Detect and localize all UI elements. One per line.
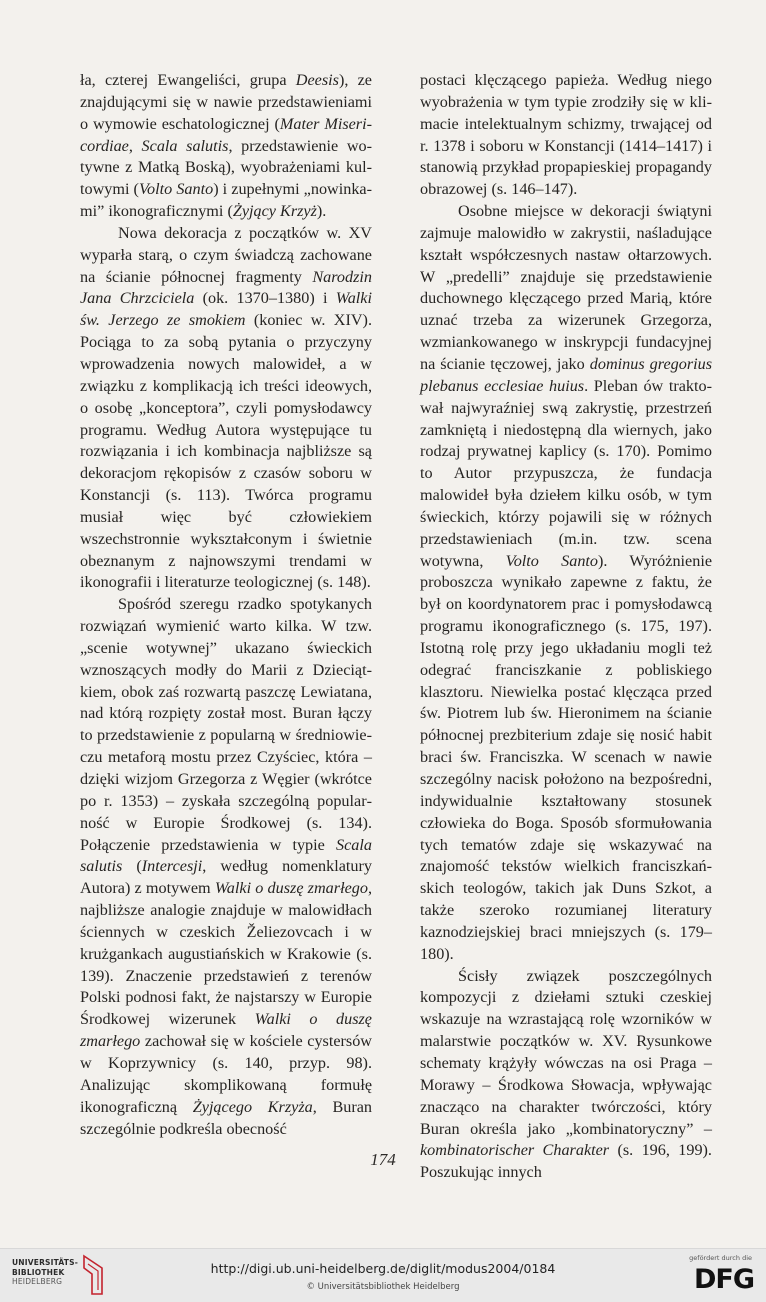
paragraph: Osobne miejsce w dekoracji świątyni zajmuje malowidło w zakrystii, naśladujące kształt współczesnych nastaw ołtarzowych. W „predelli” znajduje się przedstawienie duchownego klęczącego przed Marią, które uznać trzeba za wizerunek Grzegorza, wzmiankowanego w inskrypcji fundacyjnej na ścianie tęczowej, jako dominus gregorius plebanus ecclesiae huius. Pleban ów traktował najwyraźniej swą zakrystię, przestrzeń zamkniętą i niedostępną dla wiernych, jako rodzaj prywatnej kaplicy (s. 170). Pomimo to Autor przypuszcza, że fundacja malowideł była dziełem kilku osób, w tym świeckich, którzy pojawili się w różnych przedstawieniach (m.in. tzw. scena wotywna, Volto Santo). Wyróżnienie proboszcza wynikało zapewne z faktu, że był on koordynatorem prac i pomysłodawcą programu ikonograficznego (s. 175, 197). Istotną rolę przy jego układaniu mogli też odegrać franciszkanie z pobliskiego klasztoru. Niewielka postać klęcząca przed św. Piotrem lub św. Hieronimem na ścianie północnej prezbiterium zdaje się nosić habit braci św. Franciszka. W scenach w nawie szczególny nacisk położono na bezpośredni, indywidualnie kształtowany stosunek człowieka do Boga. Sposób sformułowania tych tematów zdaje się wskazywać na znajomość tekstów wielkich franciszkańskich teologów, takich jak Duns Szkot, a także szeroko rozumianej literatury kaznodziejskiej braci mniejszych (s. 179–180). bbox=[420, 202, 713, 963]
paragraph: Ścisły związek poszczególnych kompozycji z dziełami sztuki czeskiej wskazuje na wzrastającą rolę wzorników w malarstwie początków w. XV. Rysunkowe schematy krążyły wówczas na osi Praga – Morawy – Środkowa Słowacja, wpływając znacząco na charakter twórczości, który Buran określa jako „kombinatoryczny” – kombinatorischer Charakter (s. 196, 199). Poszukując innych bbox=[420, 966, 712, 1182]
paragraph: Spośród szeregu rzadko spotykanych rozwiązań wymienić warto kilka. W tzw. „scenie wotywnej” ukazano świeckich wznoszących modły do Marii z Dzieciątkiem, obok zaś rozwartą paszczę Lewiatana, nad którą rozpięty został most. Buran łączy to przedstawienie z popularną w średniowieczu metaforą mostu przez Czyściec, która – dzięki wizjom Grzegorza z Węgier (wkrótce po r. 1353) – zyskała szczególną popularność w Europie Środkowej (s. 134). Połączenie przedstawienia w typie Scala salutis (Intercesji, według nomenklatury Autora) z motywem Walki o duszę zmarłego, najbliższe analogie znajduje w malowidłach ściennych w czeskich Želiezovcach i w krużgankach augustiańskich w Krakowie (s. 139). Znaczenie przedstawień z terenów Polski podnosi fakt, że najstarszy w Europie Środkowej wizerunek Walki o duszę zmarłego zachował się w kościele cystersów w Koprzywnicy (s. 140, przyp. 98). Analizując skomplikowaną formułę ikonograficzną Żyjącego Krzyża, Buran szczególnie podkreśla obecność bbox=[80, 595, 373, 1138]
library-name-line: BIBLIOTHEK bbox=[12, 1267, 65, 1277]
paragraph: postaci klęczącego papieża. Według niego wyobrażenia w tym typie zrodziły się w klimacie intelektualnym schizmy, trwającej od r. 1378 i soboru w Konstancji (1414–1417) i stanowią przykład propapieskiej propagandy obrazowej (s. 146–147). bbox=[420, 71, 712, 199]
paragraph: ła, czterej Ewangeliści, grupa Deesis), ze znajdującymi się w nawie przedstawieniami o wymowie eschatologicznej (Mater Misericordiae, Scala salutis, przedstawienie wotywne z Matką Boską), wyobrażeniami kultowymi (Volto Santo) i zupełnymi „nowinkami” ikonograficznymi (Żyjący Krzyż). bbox=[80, 71, 373, 221]
funding-caption: gefördert durch die bbox=[689, 1254, 752, 1262]
viewer-footer bbox=[0, 1248, 766, 1302]
right-text-column bbox=[420, 70, 712, 1184]
permalink-url[interactable]: http://digi.ub.uni-heidelberg.de/diglit/modus2004/0184 bbox=[210, 1261, 556, 1276]
page-number: 174 bbox=[370, 1150, 396, 1169]
left-text-column bbox=[80, 70, 372, 1140]
library-name-line: UNIVERSITÄTS- bbox=[12, 1258, 79, 1267]
dfg-logo[interactable]: DFG bbox=[693, 1264, 754, 1295]
copyright-notice: © Universitätsbibliothek Heidelberg bbox=[306, 1282, 460, 1292]
paragraph: Nowa dekoracja z początków w. XV wyparła starą, o czym świadczą zachowane na ścianie północnej fragmenty Narodzin Jana Chrzciciela (ok. 1370–1380) i Walki św. Jerzego ze smokiem (koniec w. XIV). Pociąga to za sobą pytania o przyczyny wprowadzenia nowych malowideł, a w związku z komplikacją ich treści ideowych, o osobę „konceptora”, czyli pomysłodawcy programu. Według Autora występujące tu rozwiązania i ich kombinacja najbliższe są dekoracjom rękopisów z czasów soboru w Konstancji (s. 113). Twórca programu musiał więc być człowiekiem wszechstronnie wykształconym i świetnie obeznanym z najnowszymi trendami w ikonografii i literaturze teologicznej (s. 148). bbox=[80, 223, 372, 592]
library-name-line: HEIDELBERG bbox=[12, 1277, 63, 1286]
